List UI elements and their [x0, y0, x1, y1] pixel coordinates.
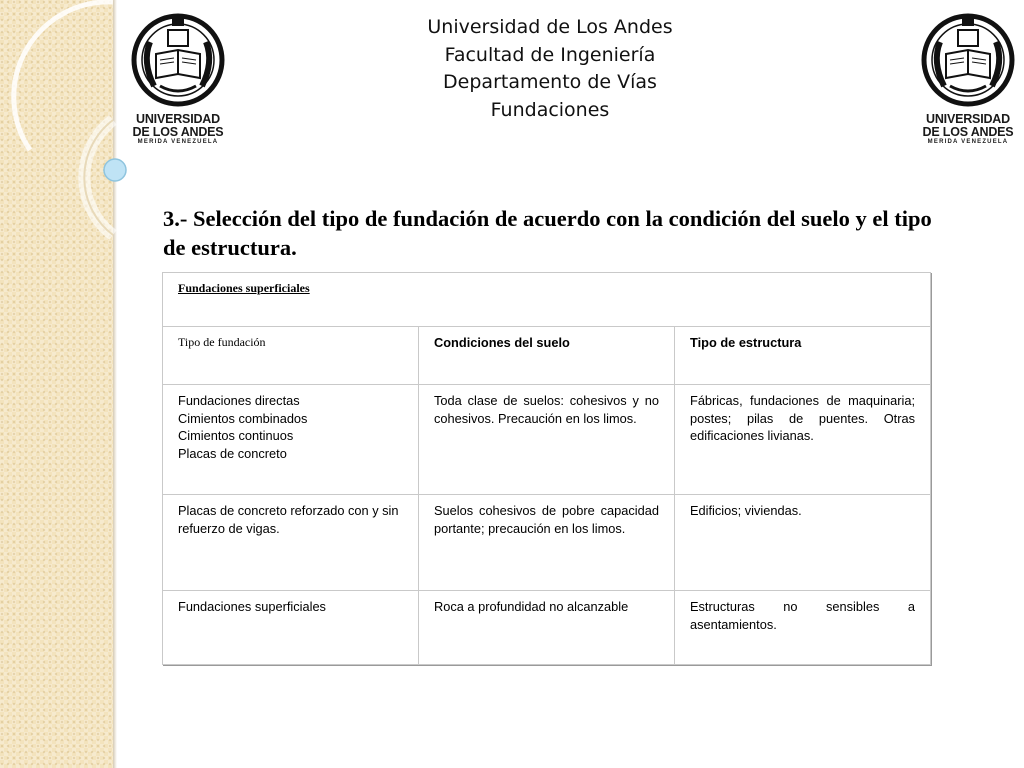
header-condiciones-suelo: Condiciones del suelo	[419, 327, 675, 385]
cell-estructura: Fábricas, fundaciones de maquinaria; postes; pilas de puentes. Otras edificaciones livianas.	[675, 385, 931, 495]
header-tipo-estructura: Tipo de estructura	[675, 327, 931, 385]
cell-line: Cimientos continuos	[178, 428, 294, 443]
cell-line: Placas de concreto	[178, 445, 287, 461]
logo-text-line2: DE LOS ANDES	[922, 125, 1014, 139]
table-header-row	[163, 327, 931, 385]
cell-suelo: Toda clase de suelos: cohesivos y no cohesivos. Precaución en los limos.	[419, 385, 675, 495]
cell-suelo: Roca a profundidad no alcanzable	[419, 591, 675, 665]
cell-tipo	[163, 385, 419, 495]
table-caption: Fundaciones superficiales	[178, 281, 310, 295]
header-department: Departamento de Vías	[443, 71, 657, 93]
cell-line: Cimientos combinados	[178, 410, 308, 426]
section-title: 3.- Selección del tipo de fundación de acuerdo con la condición del suelo y el tipo de estructura.	[163, 206, 932, 260]
university-seal-icon	[920, 12, 1016, 112]
header-course: Fundaciones	[490, 98, 610, 121]
cell-suelo: Suelos cohesivos de pobre capacidad portante; precaución en los limos.	[419, 495, 675, 591]
header-university: Universidad de Los Andes	[427, 16, 673, 38]
logo-text-line1: UNIVERSIDAD	[926, 112, 1010, 126]
university-logo-left	[130, 12, 226, 152]
university-logo-right	[920, 12, 1016, 152]
university-seal-icon	[130, 12, 226, 112]
accent-dot-icon	[104, 159, 126, 181]
cell-tipo	[163, 495, 419, 591]
logo-text-line2: DE LOS ANDES	[132, 125, 224, 139]
table-row	[163, 495, 931, 591]
cell-estructura: Edificios; viviendas.	[675, 495, 931, 591]
cell-line: Fundaciones superficiales	[178, 599, 326, 614]
header-faculty: Facultad de Ingeniería	[444, 43, 656, 66]
cell-line: Placas de concreto reforzado con y sin refuerzo de vigas.	[178, 503, 399, 536]
logo-text-line3: MERIDA VENEZUELA	[927, 139, 1009, 145]
page-header	[330, 14, 770, 124]
logo-text-line3: MERIDA VENEZUELA	[137, 139, 219, 145]
foundation-table	[162, 272, 931, 665]
header-tipo-fundacion: Tipo de fundación	[163, 327, 419, 385]
cell-tipo	[163, 591, 419, 665]
cell-estructura: Estructuras no sensibles a asentamientos.	[675, 591, 931, 665]
table-row	[163, 591, 931, 665]
table-row	[163, 385, 931, 495]
table-caption-row	[163, 273, 931, 327]
cell-line: Fundaciones directas	[178, 393, 300, 408]
logo-text-line1: UNIVERSIDAD	[136, 112, 220, 126]
